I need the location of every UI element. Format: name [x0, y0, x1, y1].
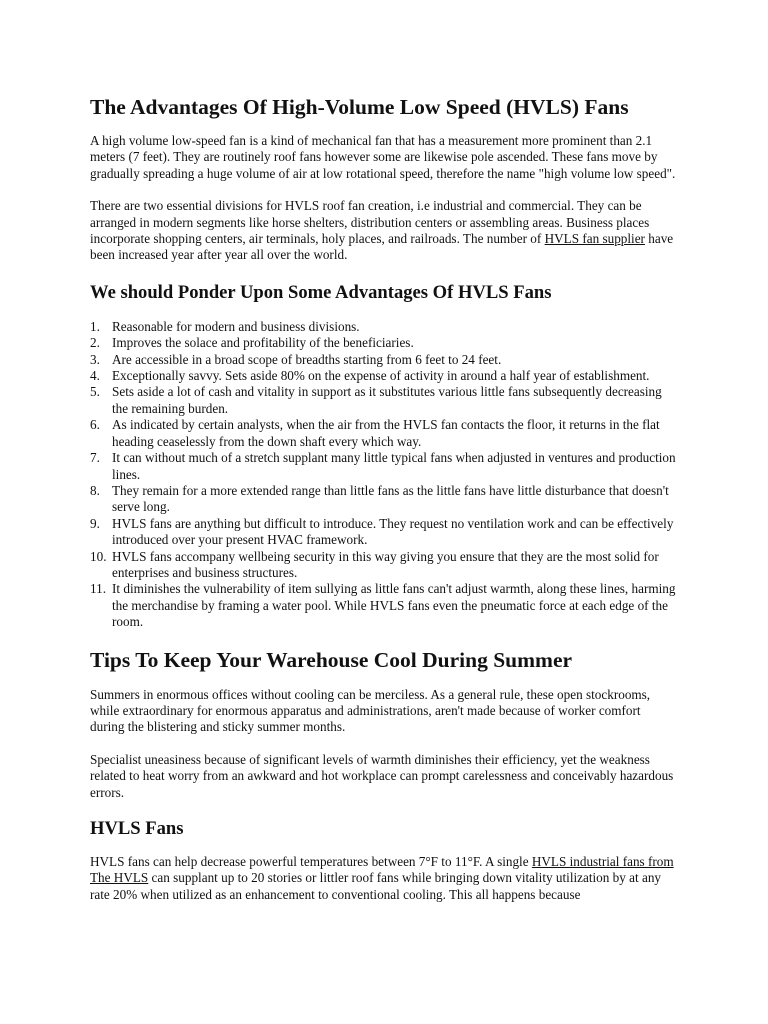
intro-paragraph-2: [90, 198, 678, 264]
list-item-number: 6.: [90, 417, 100, 433]
list-item-text: It can without much of a stretch supplant many little typical fans when adjusted in ventures and production lines.: [112, 450, 676, 482]
list-item-number: 5.: [90, 384, 100, 400]
list-item-text: HVLS fans accompany wellbeing security in this way giving you ensure that they are the most solid for enterprises and business structures.: [112, 548, 659, 580]
intro-paragraph-1: A high volume low-speed fan is a kind of mechanical fan that has a measurement more prominent than 2.1 meters (7 feet). They are routinely roof fans however some are likewise pole ascended. These fans move by gradually spreading a huge volume of air at low rotational speed, therefore the name "high volume low speed".: [90, 133, 676, 181]
hvls-fan-supplier-link[interactable]: HVLS fan supplier: [544, 231, 645, 247]
list-item-number: 10.: [90, 548, 107, 564]
list-item-number: 11.: [90, 581, 106, 597]
hvls-fans-text-before: HVLS fans can help decrease powerful temperatures between 7°F to 11°F. A single: [90, 854, 532, 869]
list-item-text: Improves the solace and profitability of the beneficiaries.: [112, 335, 414, 351]
hvls-industrial-fans-link[interactable]: HVLS industrial fans from The HVLS: [90, 854, 674, 886]
list-item-number: 9.: [90, 515, 100, 531]
list-item: [90, 581, 678, 630]
list-item-text: It diminishes the vulnerability of item sullying as little fans can't adjust warmth, along these lines, harming the merchandise by framing a water pool. While HVLS fans even the pneumatic force at each edge of the room.: [112, 581, 676, 630]
advantages-heading: We should Ponder Upon Some Advantages Of HVLS Fans: [90, 281, 552, 303]
list-item-number: 1.: [90, 318, 100, 334]
list-item-number: 8.: [90, 482, 100, 498]
intro-paragraph-2-text-after: have been increased year after year all over the world.: [90, 231, 674, 263]
list-item-text: Exceptionally savvy. Sets aside 80% on the expense of activity in around a half year of establishment.: [112, 368, 650, 384]
intro-paragraph-2-text-before: There are two essential divisions for HVLS roof fan creation, i.e industrial and commercial. They can be arranged in modern segments like horse shelters, distribution centers or assembling areas. Business places incorporate shopping centers, air terminals, holy places, and railroads. The number of: [90, 198, 650, 247]
list-item: [90, 335, 678, 351]
tips-paragraph-1: Summers in enormous offices without cooling can be merciless. As a general rule, these open stockrooms, while extraordinary for enormous apparatus and administrations, aren't made because of worker comfort during the blistering and sticky summer months.: [90, 686, 651, 735]
tips-heading: Tips To Keep Your Warehouse Cool During Summer: [90, 647, 573, 672]
list-item: [90, 483, 678, 516]
list-item: [90, 516, 678, 549]
list-item-text: Reasonable for modern and business divisions.: [112, 318, 360, 334]
list-item-text: Are accessible in a broad scope of breadths starting from 6 feet to 24 feet.: [112, 351, 502, 367]
tips-paragraph-2: Specialist uneasiness because of significant levels of warmth diminishes their efficiency, yet the weakness related to heat worry from an awkward and hot workplace can prompt carelessness and conceivably hazardous errors.: [90, 751, 674, 800]
list-item-text: HVLS fans are anything but difficult to introduce. They request no ventilation work and can be effectively introduced over your present HVAC framework.: [112, 515, 674, 548]
list-item: [90, 450, 678, 483]
list-item-number: 4.: [90, 368, 100, 384]
hvls-fans-heading: HVLS Fans: [90, 818, 184, 839]
list-item-number: 7.: [90, 450, 100, 466]
hvls-fans-paragraph: [90, 854, 678, 903]
list-item-number: 2.: [90, 335, 100, 351]
page-title: The Advantages Of High-Volume Low Speed (HVLS) Fans: [90, 95, 629, 119]
list-item: [90, 549, 678, 582]
list-item-text: Sets aside a lot of cash and vitality in support as it substitutes various little fans subsequently decreasing the remaining burden.: [112, 384, 662, 416]
list-item: [90, 417, 678, 450]
list-item-text: As indicated by certain analysts, when the air from the HVLS fan contacts the floor, it returns in the flat heading ceaselessly from the down shaft every which way.: [112, 417, 660, 449]
list-item: [90, 319, 678, 335]
list-item: [90, 368, 678, 384]
list-item: [90, 384, 678, 417]
advantages-list: [90, 319, 678, 631]
hvls-fans-text-after: can supplant up to 20 stories or littler roof fans while bringing down vitality utilization by at any rate 20% when utilized as an enhancement to conventional cooling. This all happens because: [90, 870, 662, 902]
list-item-number: 3.: [90, 351, 100, 367]
list-item-text: They remain for a more extended range than little fans as the little fans have little disturbance that doesn't serve long.: [112, 482, 669, 515]
list-item: [90, 352, 678, 368]
